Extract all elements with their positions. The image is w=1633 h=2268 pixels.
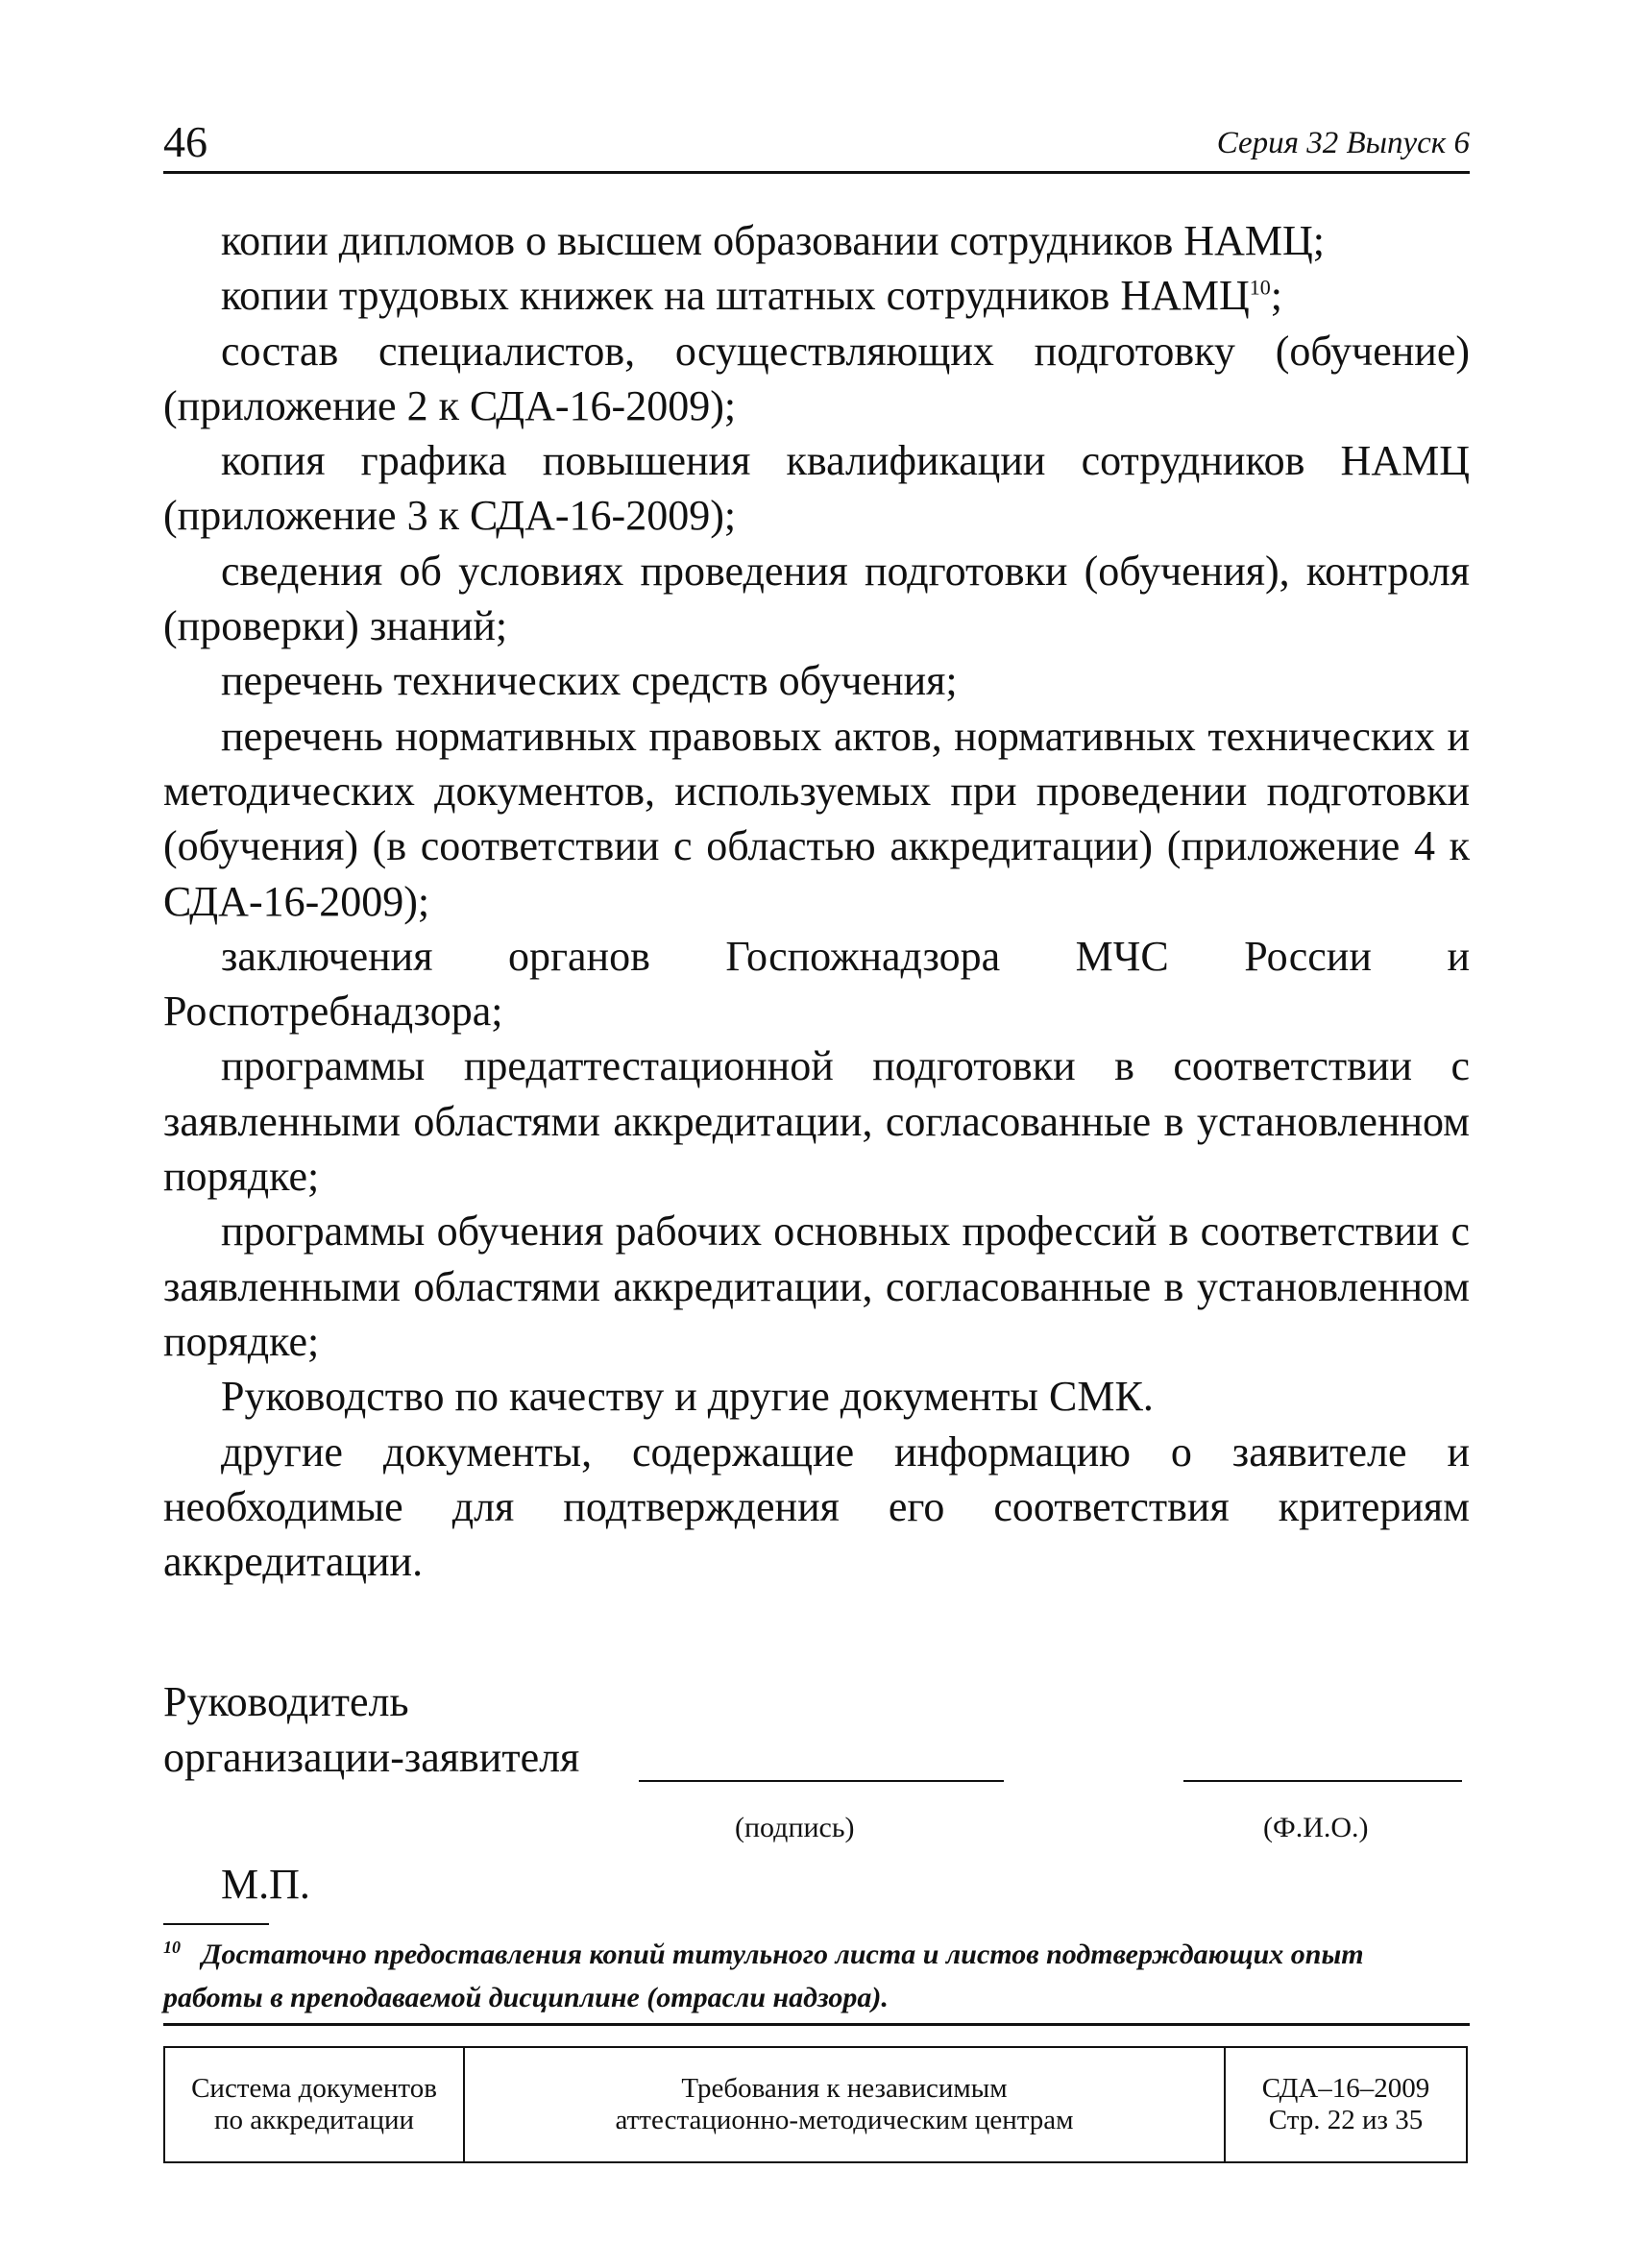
footnote-divider: [163, 1923, 269, 1925]
list-item: другие документы, содержащие информацию о заявителе и необходимые для подтверждения его соответствия критериям аккредитации.: [163, 1427, 1470, 1586]
list-item: копия графика повышения квалификации сотрудников НАМЦ (приложение 3 к СДА-16-2009);: [163, 437, 1470, 540]
list-item: перечень технических средств обучения;: [221, 657, 958, 705]
list-item: состав специалистов, осуществляющих подготовку (обучение) (приложение 2 к СДА-16-2009);: [163, 327, 1470, 429]
footnote-text: Достаточно предоставления копий титульного листа и листов подтверждающих опыт работы в преподаваемой дисциплине (отрасли надзора).: [163, 1939, 1364, 2013]
signer-title-line1: Руководитель: [163, 1678, 409, 1725]
list-item: заключения органов Госпожнадзора МЧС России и Роспотребнадзора;: [163, 932, 1470, 1036]
stamp-code-cell: СДА–16–2009 Стр. 22 из 35: [1261, 2073, 1430, 2135]
list-item: перечень нормативных правовых актов, нормативных технических и методических документов, используемых при проведении подготовки (обучения) (в соответствии с областью аккредитации) (приложение 4 к СДА-16-2009);: [163, 712, 1470, 925]
signer-title-line2: организации-заявителя: [163, 1734, 580, 1781]
document-stamp: [163, 2046, 1468, 2163]
document-list: [163, 213, 1470, 1589]
list-item: сведения об условиях проведения подготовки (обучения), контроля (проверки) знаний;: [163, 547, 1470, 650]
seal-place: М.П.: [221, 1861, 310, 1908]
footnote-mark: 10: [163, 1938, 181, 1957]
footnote: [163, 1933, 1450, 2019]
footnote-reference: 10: [1249, 275, 1271, 300]
stamp-system-cell: Система документов по аккредитации: [165, 2048, 465, 2161]
stamp-title-cell: Требования к независимым аттестационно-методическим центрам: [465, 2048, 1226, 2161]
signature-blank[interactable]: [639, 1780, 1004, 1782]
list-item: программы предаттестационной подготовки в соответствии с заявленными областями аккредитации, согласованные в установленном порядке;: [163, 1042, 1470, 1201]
name-caption: (Ф.И.О.): [1263, 1812, 1369, 1843]
footer-divider: [163, 2023, 1470, 2026]
list-item: Руководство по качеству и другие документы СМК.: [221, 1373, 1154, 1421]
series-title: Серия 32 Выпуск 6: [1216, 126, 1470, 160]
name-blank[interactable]: [1183, 1780, 1462, 1782]
list-item: программы обучения рабочих основных профессий в соответствии с заявленными областями аккредитации, согласованные в установленном порядке;: [163, 1207, 1470, 1365]
list-item: копии трудовых книжек на штатных сотрудников НАМЦ$^{10}$;: [221, 272, 1283, 320]
page-header: [163, 113, 1470, 174]
signature-caption: (подпись): [735, 1812, 855, 1843]
page-number: 46: [163, 117, 207, 166]
list-item: копии дипломов о высшем образовании сотрудников НАМЦ;: [221, 217, 1325, 264]
